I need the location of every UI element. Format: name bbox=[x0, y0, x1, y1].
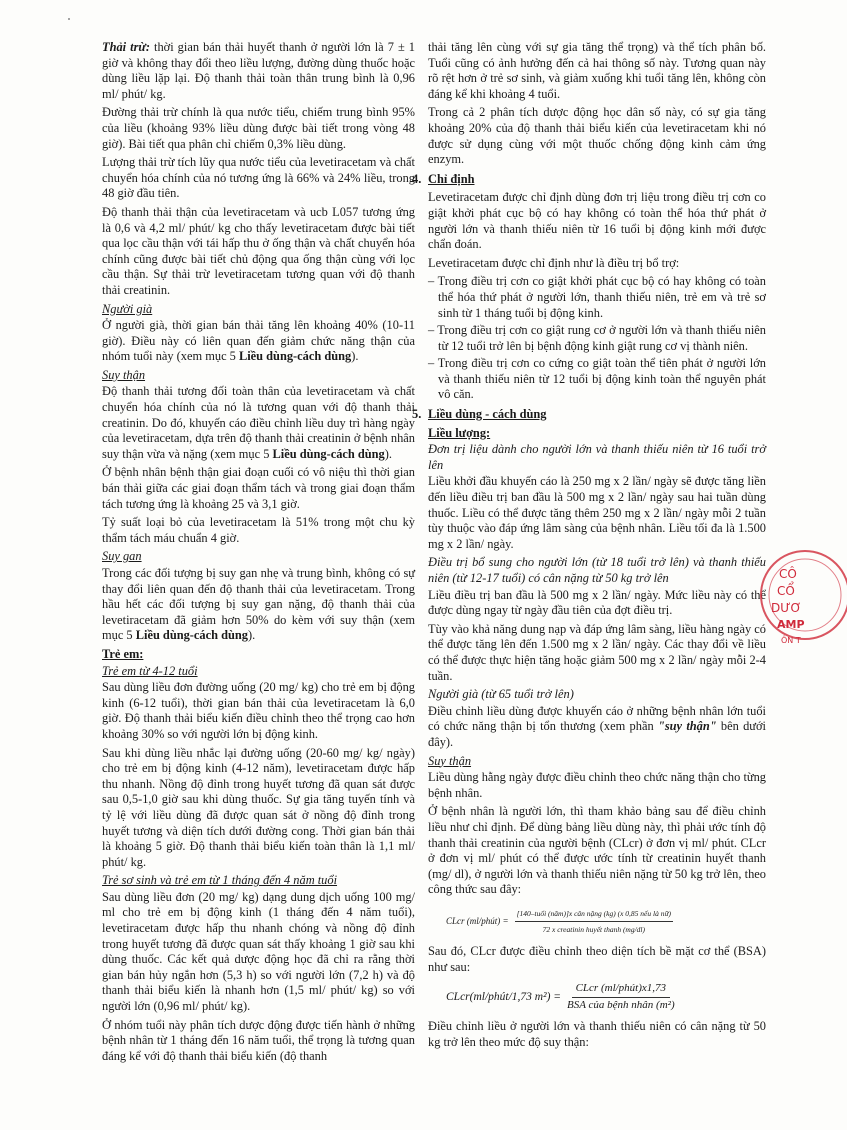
paragraph bbox=[102, 566, 415, 644]
paragraph: Ở bệnh nhân bệnh thận giai đoạn cuối có vô niệu thì thời gian bán thải giữa các giai đoạn thẩm tách và trong giai đoạn thẩm tách tương ứng là khoảng 25 và 3,1 giờ. bbox=[102, 465, 415, 511]
red-stamp bbox=[757, 540, 847, 650]
paragraph: Liều khởi đầu khuyến cáo là 250 mg x 2 lần/ ngày sẽ được tăng liền đến liều điều trị ban đầu là 500 mg x 2 lần/ ngày sau hai tuần dùng thuốc. Liều có thể được tăng thêm 250 mg x 2 lần/ ngày mỗi 2 tuần tùy thuộc vào đáp ứng lâm sàng của bệnh nhân. Liều tối đa là 1.500 mg x 2 lần/ ngày. bbox=[428, 474, 766, 551]
stamp-text: CỔ bbox=[777, 584, 795, 598]
text: Trong các đối tượng bị suy gan nhẹ và trung bình, không có sự thay đổi liên quan đến độ thanh thải của levetiracetam. Trong hầu hết các đối tượng bị suy gan nặng, độ thanh thải của levetiracetam đã giảm hơn 50% do kèm với suy thận (xem mục 5 bbox=[102, 566, 415, 643]
formula-clcr bbox=[446, 906, 766, 938]
paragraph: Trong cả 2 phân tích dược động học dân số này, có sự gia tăng khoảng 20% của độ thanh thải biểu kiến của levetiracetam khi nó được sử dụng cùng với một thuốc chống động kinh cảm ứng enzym. bbox=[428, 105, 766, 167]
paragraph: Điều chỉnh liều ở người lớn và thanh thiếu niên có cân nặng từ 50 kg trở lên theo mức độ suy thận: bbox=[428, 1019, 766, 1050]
list-item: – Trong điều trị cơn co giật khởi phát cục bộ có hay không có toàn thể hóa thứ phát ở người lớn, thanh thiếu niên, trẻ em và trẻ sơ sinh từ 1 tháng tuổi bị động kinh. bbox=[428, 274, 766, 320]
elimination-text: thời gian bán thải huyết thanh ở người lớn là 7 ± 1 giờ và không thay đổi theo liều lượng, đường dùng thuốc hoặc dùng liều lặp lại. Độ thanh thải toàn thân trung bình là 0,96 ml/ phút/ kg. bbox=[102, 40, 415, 101]
list-item: – Trong điều trị cơn co giật rung cơ ở người lớn và thanh thiếu niên từ 12 tuổi trở lên bị bệnh động kinh giật rung cơ vị thành niên. bbox=[428, 323, 766, 353]
left-column bbox=[102, 40, 415, 1067]
right-column bbox=[412, 40, 766, 1054]
subheading-elderly: Người già (từ 65 tuổi trở lên) bbox=[428, 687, 574, 702]
text: Ở người già, thời gian bán thải tăng lên khoảng 40% (10-11 giờ). Điều này có liên quan đến giảm chức năng thận của nhóm tuổi này (xem mục 5 bbox=[102, 318, 415, 364]
stamp-text: AMP bbox=[777, 618, 805, 631]
subheading-elderly: Người già bbox=[102, 301, 153, 316]
paragraph: Lượng thải trừ tích lũy qua nước tiểu của levetiracetam và chất chuyển hóa chính của nó tương ứng là 66% và 24% liều, trong 48 giờ đầu tiên. bbox=[102, 155, 415, 201]
heading-children: Trẻ em: bbox=[102, 646, 144, 661]
cross-ref: "suy thận" bbox=[657, 719, 717, 734]
list-item: – Trong điều trị cơn co cứng co giật toàn thể tiên phát ở người lớn và thanh thiếu niên từ 12 tuổi bị động kinh toàn thể nguyên phát vô căn. bbox=[428, 356, 766, 402]
formula-denominator: BSA của bệnh nhân (m²) bbox=[567, 998, 675, 1011]
text: ). bbox=[351, 349, 359, 364]
section-title: Chỉ định bbox=[428, 171, 475, 186]
section-ref: Liều dùng-cách dùng bbox=[272, 446, 385, 461]
subheading-renal: Suy thận bbox=[428, 753, 472, 768]
subheading-hepatic: Suy gan bbox=[102, 549, 142, 564]
paragraph: Tỷ suất loại bỏ của levetiracetam là 51% trong một chu kỳ thẩm tách máu chuẩn 4 giờ. bbox=[102, 515, 415, 545]
paragraph: Liều điều trị ban đầu là 500 mg x 2 lần/ ngày. Mức liều này có thể được dùng ngay từ ngày đầu tiên của đợt điều trị. bbox=[428, 587, 766, 618]
paragraph: Đường thải trừ chính là qua nước tiểu, chiếm trung bình 95% của liều (khoảng 93% liều dùng được bài tiết trong vòng 48 giờ). Bài tiết qua phân chỉ chiếm 0,3% liều dùng. bbox=[102, 105, 415, 151]
paragraph: Sau dùng liều đơn (20 mg/ kg) dạng dung dịch uống 100 mg/ ml cho trẻ em bị động kinh (1 tháng đến 4 năm tuổi), levetiracetam được hấp thu nhanh chóng và nồng độ đỉnh trong huyết tương đã được quan sát thấy khoảng 1 giờ sau khi dùng thuốc. Các kết quả dược động học đã chỉ ra rằng thời gian bán hủy ngắn hơn (5,3 h) so với người lớn (7,2 h) và độ thanh thải biểu kiến là nhanh hơn (1,5 ml/ phút/ kg) so với người lớn (0,96 ml/ phút/ kg). bbox=[102, 889, 415, 1014]
paragraph: Levetiracetam được chỉ định dùng đơn trị liệu trong điều trị cơn co giật khởi phát cục bộ có hay không có toàn thể hóa thứ phát ở người lớn và thanh thiếu niên từ 16 tuổi bị động kinh mới được chẩn đoán. bbox=[428, 190, 766, 252]
formula-fraction bbox=[567, 981, 675, 1013]
paragraph: Sau dùng liều đơn đường uống (20 mg/ kg) cho trẻ em bị động kinh (6-12 tuổi), thời gian bán thải của levetiracetam là 6,0 giờ. Độ thanh thải biểu kiến điều chỉnh theo thể trọng cao hơn khoảng 30% so với người lớn bị động kinh. bbox=[102, 680, 415, 741]
text: ). bbox=[384, 446, 392, 461]
text: Độ thanh thải tương đối toàn thân của levetiracetam và chất chuyển hóa chính của nó là tương quan với độ thanh thải creatinin. Do đó, khuyến cáo điều chỉnh liều duy trì hàng ngày của levetiracetam, dựa trên độ thanh thải creatinin ở bệnh nhân suy thận vừa và nặng (xem mục 5 bbox=[102, 384, 415, 461]
subheading-adjunct: Điều trị bổ sung cho người lớn (từ 18 tuổi trở lên) và thanh thiếu niên (từ 12-17 tuổi) có cân nặng từ 50 kg trở lên bbox=[428, 555, 766, 585]
section-4-heading bbox=[412, 171, 766, 188]
subheading-4-12: Trẻ em từ 4-12 tuổi bbox=[102, 663, 198, 678]
paragraph bbox=[102, 384, 415, 462]
text: Điều chỉnh liều dùng được khuyến cáo ở những bệnh nhân lớn tuổi có chức năng thận bị tổn thương (xem phần bbox=[428, 703, 766, 734]
paragraph: Sau đó, CLcr được điều chỉnh theo diện tích bề mặt cơ thể (BSA) như sau: bbox=[428, 944, 766, 974]
stamp-text: CÔ bbox=[779, 567, 797, 581]
paragraph: Ở nhóm tuổi này phân tích dược động được tiến hành ở những bệnh nhân từ 1 tháng đến 16 năm tuổi, thể trọng là tương quan đáng kể với độ thanh thải biểu kiến (độ thanh bbox=[102, 1017, 415, 1063]
formula-lhs: CLcr(ml/phút/1,73 m²) = bbox=[446, 990, 562, 1003]
subheading-monotherapy: Đơn trị liệu dành cho người lớn và thanh thiếu niên từ 16 tuổi trở lên bbox=[428, 442, 766, 472]
section-number: 4. bbox=[412, 171, 422, 186]
text: bên dưới đây). bbox=[428, 719, 766, 749]
stamp-text: DƯƠ bbox=[771, 601, 802, 615]
paragraph: Liều dùng hằng ngày được điều chỉnh theo chức năng thận cho từng bệnh nhân. bbox=[428, 770, 766, 800]
section-ref: Liều dùng-cách dùng bbox=[238, 349, 352, 364]
formula-numerator: [140–tuổi (năm)]x cân nặng (kg) (x 0,85 nếu là nữ) bbox=[515, 906, 673, 923]
subheading-infant: Trẻ sơ sinh và trẻ em từ 1 tháng đến 4 năm tuổi bbox=[102, 873, 338, 888]
formula-numerator: CLcr (ml/phút)x1,73 bbox=[572, 981, 670, 998]
subheading-renal: Suy thận bbox=[102, 367, 146, 382]
scan-speck bbox=[68, 18, 70, 20]
paragraph: Tùy vào khả năng dung nạp và đáp ứng lâm sàng, liều hàng ngày có thể được tăng lên đến 1.500 mg x 2 lần/ ngày. Các thay đổi về liều có thể được thực hiện tăng hoặc giảm 500 mg x 2 lần/ ngày mỗi 2-4 tuần. bbox=[428, 621, 766, 683]
formula-lhs: CLcr (ml/phút) = bbox=[446, 916, 509, 927]
paragraph: Ở bệnh nhân là người lớn, thì tham khảo bảng sau để điều chỉnh liều như chỉ định. Để dùng bảng liều dùng này, thì phải ước tính độ thanh thải creatinin của người bệnh (CLcr) ở đơn vị ml/ phút. CLcr ở đơn vị ml/ phút có thể được ước tính từ creatinin huyết thanh (mg/ dl), ở người lớn và thanh thiếu niên nặng từ 50 kg trở lên, theo công thức sau đây: bbox=[428, 804, 766, 897]
heading-dosage: Liều lượng: bbox=[428, 425, 491, 440]
text: ). bbox=[247, 628, 256, 643]
section-ref: Liều dùng-cách dùng bbox=[135, 628, 248, 643]
stamp-text: ÔN T bbox=[781, 636, 801, 645]
section-5-heading bbox=[412, 407, 766, 423]
formula-denominator: 72 x creatinin huyết thanh (mg/dl) bbox=[542, 925, 646, 935]
section-number: 5. bbox=[412, 407, 422, 422]
section-title: Liều dùng - cách dùng bbox=[428, 407, 547, 422]
elimination-paragraph bbox=[102, 40, 415, 102]
paragraph: Levetiracetam được chỉ định như là điều trị bổ trợ: bbox=[428, 255, 680, 270]
paragraph: thải tăng lên cùng với sự gia tăng thể trọng) và thể tích phân bố. Tuổi cũng có ảnh hưởng đến cả hai thông số này. Tương quan này rõ rệt hơn ở trẻ sơ sinh, và giảm xuống khi tuổi tăng lên, không còn đáng kể khi khoảng 4 tuổi. bbox=[428, 40, 766, 101]
formula-fraction bbox=[515, 906, 673, 938]
paragraph bbox=[102, 318, 415, 365]
elimination-lead: Thải trừ: bbox=[102, 40, 150, 54]
formula-bsa bbox=[446, 981, 766, 1013]
paragraph bbox=[428, 704, 766, 751]
paragraph: Sau khi dùng liều nhắc lại đường uống (20-60 mg/ kg/ ngày) cho trẻ em bị động kinh (4-12 năm), levetiracetam được hấp thu nhanh. Nồng độ đỉnh trong huyết tương đã quan sát được sau 0,5-1,0 giờ sau khi dùng thuốc. Sự gia tăng tuyến tính và tỷ lệ với liều dùng đã được quan sát ở nồng độ đỉnh trong huyết tương và diện tích dưới đường cong. Thời gian bán thải là khoảng 5 giờ. Độ thanh thải biểu kiến toàn thân là 1,1 ml/ phút/ kg. bbox=[102, 745, 415, 869]
paragraph: Độ thanh thải thận của levetiracetam và ucb L057 tương ứng là 0,6 và 4,2 ml/ phút/ kg cho thấy levetiracetam được bài tiết qua lọc cầu thận với tái hấp thu ở ống thận và chất chuyển hóa chính cũng được bài tiết chủ động qua ống thận cùng với lọc cầu thận. Sự thải trừ levetiracetam tương quan với độ thanh thải creatinin. bbox=[102, 204, 415, 297]
